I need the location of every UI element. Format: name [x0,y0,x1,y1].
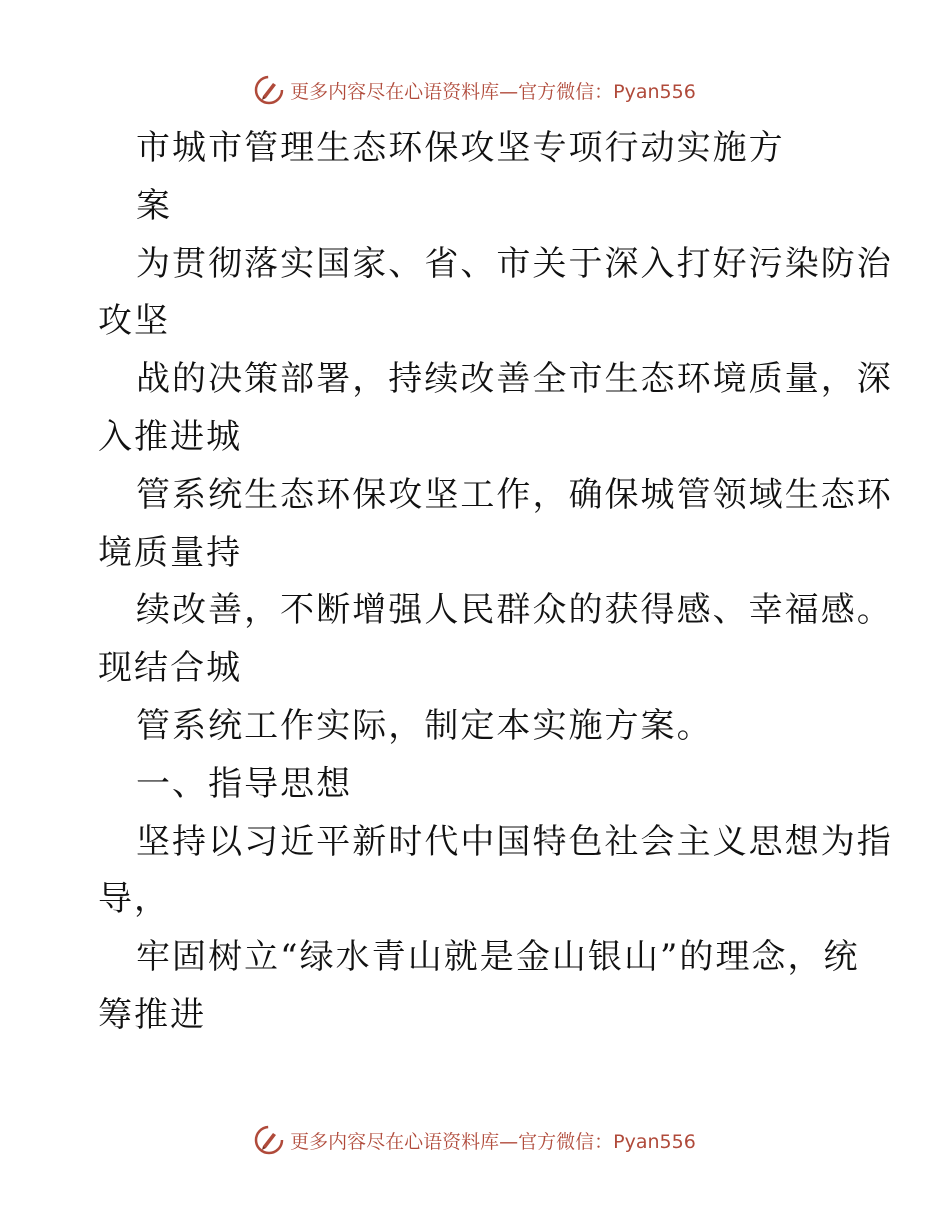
document-body [98,120,893,1045]
document-line: 导， [98,879,171,920]
pen-circle-logo-icon [254,1125,284,1155]
document-line: 境质量持 [98,532,243,573]
document-line: 攻坚 [98,301,171,342]
footer-banner [0,1120,950,1160]
document-line: 市城市管理生态环保攻坚专项行动实施方 [136,128,785,168]
section-heading: 一、指导思想 [136,763,353,804]
document-line: 牢固树立“绿水青山就是金山银山”的理念，统 [136,937,860,978]
document-line: 战的决策部署，持续改善全市生态环境质量，深 [136,359,893,400]
header-banner [0,70,950,110]
footer-banner-text: 更多内容尽在心语资料库—官方微信：Pyan556 [290,1130,696,1153]
footer-banner-inner [254,1125,696,1155]
pen-circle-logo-icon [254,75,284,105]
document-line: 续改善，不断增强人民群众的获得感、幸福感。 [136,590,893,631]
header-banner-text: 更多内容尽在心语资料库—官方微信：Pyan556 [290,80,696,103]
document-line: 为贯彻落实国家、省、市关于深入打好污染防治 [136,243,893,284]
document-line: 坚持以习近平新时代中国特色社会主义思想为指 [136,821,893,862]
header-banner-inner [254,75,696,105]
document-line: 入推进城 [98,416,243,457]
document-line: 筹推进 [98,994,207,1035]
document-line: 现结合城 [98,648,243,689]
document-line: 管系统生态环保攻坚工作，确保城管领域生态环 [136,474,893,515]
document-line: 案 [136,185,173,226]
document-line: 管系统工作实际，制定本实施方案。 [136,705,713,746]
